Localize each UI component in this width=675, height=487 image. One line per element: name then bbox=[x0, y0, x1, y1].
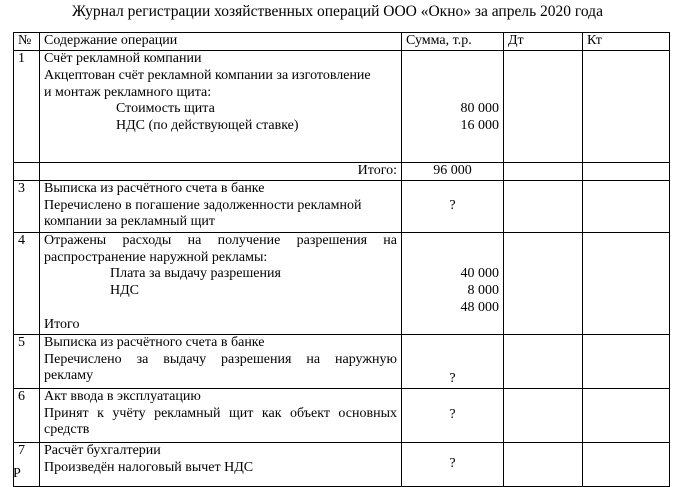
operation-description-line: Перечислено в погашение задолженности рекламной bbox=[44, 197, 362, 213]
header-debit: Дт bbox=[504, 33, 583, 51]
operation-sum bbox=[402, 232, 504, 334]
operations-journal-table bbox=[13, 32, 670, 487]
operation-item: НДС bbox=[110, 283, 139, 299]
row-number: 3 bbox=[14, 180, 40, 232]
table-row-op6 bbox=[14, 388, 670, 442]
operation-description-line: Произведён налоговый вычет НДС bbox=[44, 459, 254, 475]
credit-cell bbox=[583, 180, 670, 232]
item-sum: 80 000 bbox=[460, 101, 499, 117]
row-number: 6 bbox=[14, 388, 40, 442]
operation-total-label: Итого bbox=[44, 316, 80, 332]
operation-content bbox=[40, 180, 402, 232]
row-number bbox=[14, 163, 40, 181]
debit-cell bbox=[504, 51, 583, 163]
table-row-op3 bbox=[14, 180, 670, 232]
operation-description-line: Перечислено за выдачу разрешения на наружную bbox=[44, 351, 397, 367]
debit-cell bbox=[504, 334, 583, 388]
total-value: 96 000 bbox=[402, 163, 504, 181]
row-number: 5 bbox=[14, 334, 40, 388]
footer-text-fragment: Р bbox=[13, 466, 21, 481]
row-number: 1 bbox=[14, 51, 40, 163]
debit-cell bbox=[504, 180, 583, 232]
credit-cell bbox=[583, 388, 670, 442]
operation-description-line: Принят к учёту рекламный щит как объект основных bbox=[44, 405, 397, 421]
header-credit: Кт bbox=[583, 33, 670, 51]
table-row-op7 bbox=[14, 442, 670, 486]
table-header-row bbox=[14, 33, 670, 51]
operation-description-line: Акцептован счёт рекламной компании за изготовление bbox=[44, 67, 371, 83]
operation-content bbox=[40, 334, 402, 388]
item-sum: 16 000 bbox=[460, 118, 499, 134]
row-number: 7 bbox=[14, 442, 40, 486]
operation-sum: ? bbox=[402, 388, 504, 442]
operation-document: Акт ввода в эксплуатацию bbox=[44, 388, 201, 404]
row-number: 4 bbox=[14, 232, 40, 334]
operation-content bbox=[40, 51, 402, 163]
operation-content bbox=[40, 232, 402, 334]
operation-description-line: компании за рекламный щит bbox=[44, 214, 215, 230]
item-sum-total: 48 000 bbox=[460, 299, 499, 315]
operation-document: Счёт рекламной компании bbox=[44, 51, 202, 66]
header-number: № bbox=[14, 33, 40, 51]
operation-sum bbox=[402, 51, 504, 163]
table-row-op1 bbox=[14, 51, 670, 163]
credit-cell bbox=[583, 163, 670, 181]
operation-description-line: средств bbox=[44, 422, 90, 438]
total-label: Итого: bbox=[40, 163, 402, 181]
debit-cell bbox=[504, 232, 583, 334]
header-sum: Сумма, т.р. bbox=[402, 33, 504, 51]
credit-cell bbox=[583, 232, 670, 334]
operation-sum: ? bbox=[402, 442, 504, 486]
table-row-op5 bbox=[14, 334, 670, 388]
operation-item: Стоимость щита bbox=[116, 101, 215, 117]
table-row-op4 bbox=[14, 232, 670, 334]
table-row-total bbox=[14, 163, 670, 181]
operation-document: Выписка из расчётного счета в банке bbox=[44, 334, 265, 350]
debit-cell bbox=[504, 388, 583, 442]
operation-description-line: рекламу bbox=[44, 368, 94, 384]
debit-cell bbox=[504, 442, 583, 486]
operation-sum: ? bbox=[402, 180, 504, 232]
operation-sum: ? bbox=[402, 334, 504, 388]
credit-cell bbox=[583, 51, 670, 163]
operation-document: Выписка из расчётного счета в банке bbox=[44, 180, 265, 196]
header-content: Содержание операции bbox=[40, 33, 402, 51]
credit-cell bbox=[583, 442, 670, 486]
operation-description-line: распространение наружной рекламы: bbox=[44, 249, 268, 265]
credit-cell bbox=[583, 334, 670, 388]
operation-description-line: Отражены расходы на получение разрешения на bbox=[44, 232, 397, 248]
operation-item: Плата за выдачу разрешения bbox=[110, 266, 281, 282]
debit-cell bbox=[504, 163, 583, 181]
journal-title: Журнал регистрации хозяйственных операций ООО «Окно» за апрель 2020 года bbox=[72, 3, 603, 20]
item-sum: 8 000 bbox=[467, 283, 499, 299]
operation-document: Расчёт бухгалтерии bbox=[44, 442, 161, 458]
operation-content bbox=[40, 442, 402, 486]
item-sum: 40 000 bbox=[460, 266, 499, 282]
operation-description-line: и монтаж рекламного щита: bbox=[44, 84, 212, 100]
operation-item: НДС (по действующей ставке) bbox=[116, 118, 299, 134]
operation-content bbox=[40, 388, 402, 442]
